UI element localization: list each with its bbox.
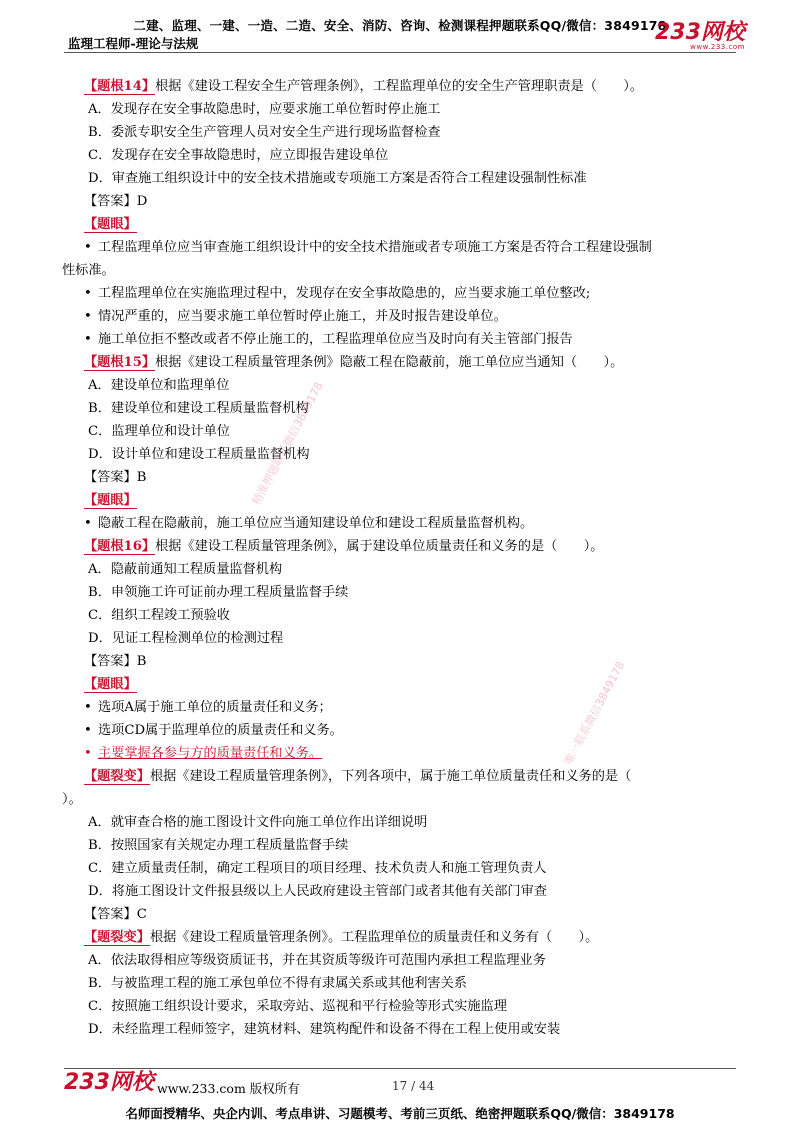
question-14-stem: 【题根14】根据《建设工程安全生产管理条例》，工程监理单位的安全生产管理职责是（ ）。 — [84, 79, 644, 94]
question-16-stem: 【题根16】根据《建设工程质量管理条例》，属于建设单位质量责任和义务的是（ ）。 — [84, 539, 604, 554]
question-tag: 【题根15】 — [84, 355, 156, 370]
point-cont: 性标准。 — [62, 263, 115, 278]
option-a: A．依法取得相应等级资质证书，并在其资质等级许可范围内承担工程监理业务 — [88, 953, 546, 968]
answer: 【答案】B — [84, 470, 147, 485]
option-b: B．按照国家有关规定办理工程质量监督手续 — [88, 838, 349, 853]
eye-tag: 【题眼】 — [84, 493, 137, 508]
option-d: D．将施工图设计文件报县级以上人民政府建设主管部门或者其他有关部门审查 — [88, 884, 547, 899]
footer-site: www.233.com 版权所有 — [157, 1081, 300, 1096]
option-b: B．与被监理工程的施工承包单位不得有隶属关系或其他利害关系 — [88, 976, 467, 991]
question-tag: 【题根14】 — [84, 79, 156, 94]
option-c: C．监理单位和设计单位 — [88, 424, 230, 439]
option-c: C．按照施工组织设计要求，采取旁站、巡视和平行检验等形式实施监理 — [88, 999, 507, 1014]
footer-divider — [64, 1068, 736, 1069]
watermark: 唯一联系微信3849178 — [561, 659, 628, 768]
point: • 工程监理单位应当审查施工组织设计中的安全技术措施或者专项施工方案是否符合工程建设强制 — [84, 240, 652, 255]
point: • 情况严重的，应当要求施工单位暂时停止施工，并及时报告建设单位。 — [84, 309, 507, 324]
watermark: 精准押题联系微信3849178 — [249, 379, 326, 508]
option-b: B．申领施工许可证前办理工程质量监督手续 — [88, 585, 349, 600]
option-c: C．发现存在安全事故隐患时，应立即报告建设单位 — [88, 148, 389, 163]
option-a: A．建设单位和监理单位 — [88, 378, 230, 393]
variant-1-stem-cont: ）。 — [62, 792, 82, 807]
variant-tag: 【题裂变】 — [84, 930, 150, 945]
point: • 隐蔽工程在隐蔽前，施工单位应当通知建设单位和建设工程质量监督机构。 — [84, 516, 534, 531]
option-a: A．就审查合格的施工图设计文件向施工单位作出详细说明 — [88, 815, 428, 830]
logo-top — [655, 22, 745, 51]
question-15-stem: 【题根15】根据《建设工程质量管理条例》隐蔽工程在隐蔽前，施工单位应当通知（ ）。 — [84, 355, 624, 370]
variant-1-stem: 【题裂变】根据《建设工程质量管理条例》，下列各项中，属于施工单位质量责任和义务的是（ — [84, 769, 632, 784]
option-c: C．建立质量责任制，确定工程项目的项目经理、技术负责人和施工管理负责人 — [88, 861, 547, 876]
page-content — [62, 75, 738, 1041]
option-c: C．组织工程竣工预验收 — [88, 608, 230, 623]
option-b: B．委派专职安全生产管理人员对安全生产进行现场监督检查 — [88, 125, 441, 140]
variant-2-stem: 【题裂变】根据《建设工程质量管理条例》。工程监理单位的质量责任和义务有（ ）。 — [84, 930, 599, 945]
option-d: D．见证工程检测单位的检测过程 — [88, 631, 284, 646]
footer-promo-line: 名师面授精华、央企内训、考点串讲、习题模考、考前三页纸、绝密押题联系QQ/微信：3849178 — [125, 1106, 675, 1121]
option-d: D．设计单位和建设工程质量监督机构 — [88, 447, 310, 462]
answer: 【答案】B — [84, 654, 147, 669]
eye-tag: 【题眼】 — [84, 217, 137, 232]
question-tag: 【题根16】 — [84, 539, 156, 554]
option-a: A．隐蔽前通知工程质量监督机构 — [88, 562, 283, 577]
logo-text: 233网校 — [655, 20, 745, 45]
option-b: B．建设单位和建设工程质量监督机构 — [88, 401, 309, 416]
logo-bottom: 233网校 — [64, 1070, 154, 1095]
point: • 选项A属于施工单位的质量责任和义务； — [84, 700, 332, 715]
point: • 工程监理单位在实施监理过程中，发现存在安全事故隐患的，应当要求施工单位整改; — [84, 286, 591, 301]
option-a: A．发现存在安全事故隐患时，应要求施工单位暂时停止施工 — [88, 102, 441, 117]
header-promo-line: 二建、监理、一建、一造、二造、安全、消防、咨询、检测课程押题联系QQ/微信：3849178 — [133, 18, 667, 33]
option-d: D．审查施工组织设计中的安全技术措施或专项施工方案是否符合工程建设强制性标准 — [88, 171, 587, 186]
point: • 选项CD属于监理单位的质量责任和义务。 — [84, 723, 343, 738]
answer: 【答案】D — [84, 194, 148, 209]
header-subtitle: 监理工程师-理论与法规 — [68, 36, 199, 51]
eye-tag: 【题眼】 — [84, 677, 137, 692]
option-d: D．未经监理工程师签字，建筑材料、建筑构配件和设备不得在工程上使用或安装 — [88, 1022, 561, 1037]
point: • 施工单位拒不整改或者不停止施工的，工程监理单位应当及时向有关主管部门报告 — [84, 332, 573, 347]
variant-tag: 【题裂变】 — [84, 769, 150, 784]
header-divider — [64, 52, 736, 53]
page-number: 17 / 44 — [392, 1079, 435, 1093]
point-highlight: • 主要掌握各参与方的质量责任和义务。 — [84, 746, 323, 761]
logo-url: www.233.com — [690, 43, 745, 51]
answer: 【答案】C — [84, 907, 147, 922]
